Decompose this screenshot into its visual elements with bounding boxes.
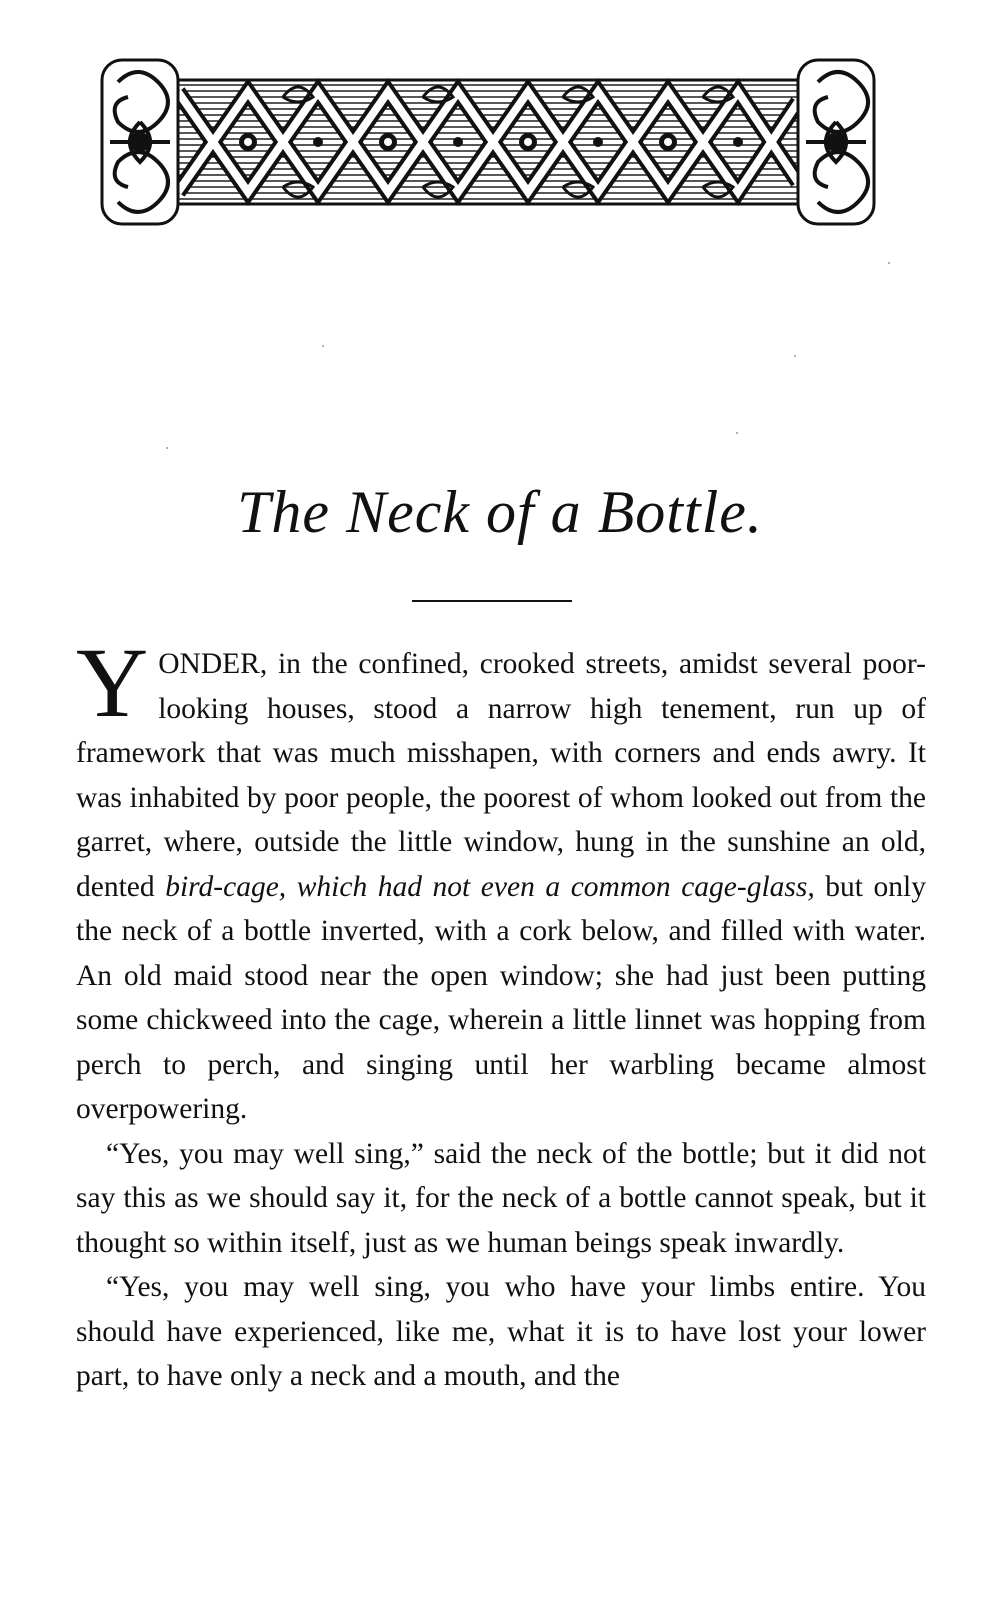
story-text [76, 627, 927, 1399]
paragraph-1 [76, 627, 927, 1132]
paragraph-1-text-a: in the confined, crooked streets, amidst several poor-looking houses, stood a narrow high tenement, run up of framework that was much misshapen, with corners and ends awry. It was inhabited by poor people, the poorest of whom looked out from the garret, where, outside the little window, hung in the sunshine an old, dented [76, 648, 926, 903]
paragraph-1-text-b: but only the neck of a bottle inverted, with a cork below, and filled with water. An old maid stood near the open window; she had just been putting some chickweed into the cage, wherein a little linnet was hopping from perch to perch, and singing until her warbling became almost overpowering. [76, 870, 927, 1125]
chapter-title: The Neck of a Bottle. [237, 479, 763, 545]
headpiece-ornament-icon [98, 52, 878, 232]
drop-cap: Y [76, 627, 149, 738]
paragraph-2: “Yes, you may well sing,” said the neck of the bottle; but it did not say this as we should say it, for the neck of a bottle cannot speak, but it thought so within itself, just as we human beings speak inwardly. [76, 1137, 926, 1259]
title-rule [412, 600, 572, 602]
ornamental-headpiece [98, 52, 878, 232]
paragraph-1-italic: bird-cage, which had not even a common cage-glass, [165, 870, 815, 903]
lead-word: ONDER, [158, 648, 268, 680]
paragraph-3: “Yes, you may well sing, you who have your limbs entire. You should have experienced, like me, what it is to have lost your lower part, to have only a neck and a mouth, and the [76, 1271, 926, 1392]
